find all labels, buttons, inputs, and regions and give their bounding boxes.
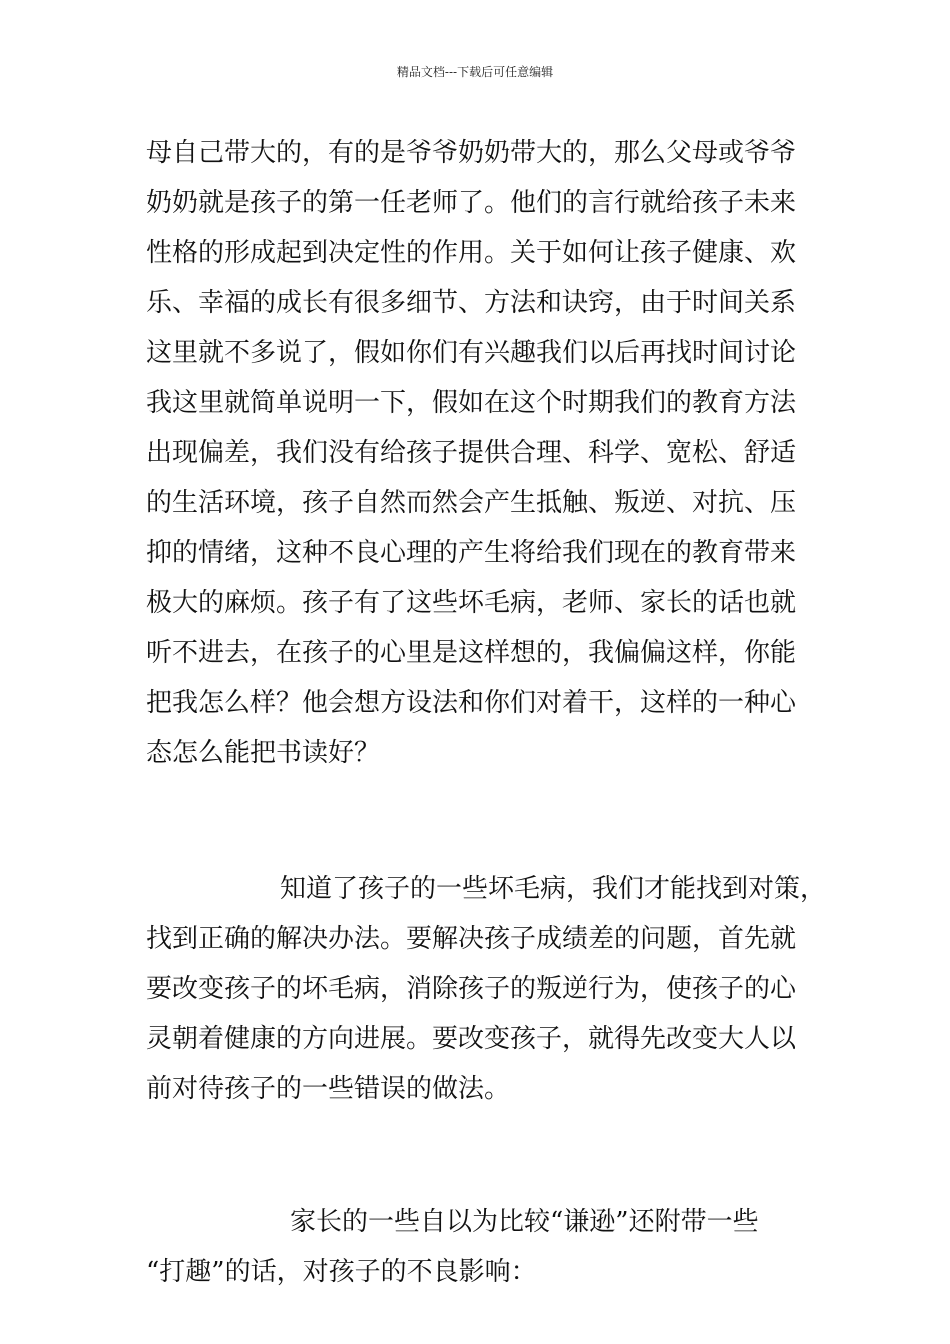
text-line: 我这里就简单说明一下，假如在这个时期我们的教育方法 xyxy=(146,388,797,418)
text-line: 这里就不多说了，假如你们有兴趣我们以后再找时间讨论 xyxy=(146,338,797,368)
text-line: 知道了孩子的一些坏毛病，我们才能找到对策， xyxy=(280,874,827,904)
text-line: 前对待孩子的一些错误的做法。 xyxy=(146,1074,511,1104)
text-line: 家长的一些自以为比较“谦逊”还附带一些 xyxy=(290,1207,759,1237)
text-line: 的生活环境，孩子自然而然会产生抵触、叛逆、对抗、压 xyxy=(146,488,797,518)
text-line: 听不进去，在孩子的心里是这样想的，我偏偏这样，你能 xyxy=(146,638,797,668)
text-line: 出现偏差，我们没有给孩子提供合理、科学、宽松、舒适 xyxy=(146,438,797,468)
text-line: 母自己带大的，有的是爷爷奶奶带大的，那么父母或爷爷 xyxy=(146,138,797,168)
text-line: 性格的形成起到决定性的作用。关于如何让孩子健康、欢 xyxy=(146,238,797,268)
text-line: 抑的情绪，这种不良心理的产生将给我们现在的教育带来 xyxy=(146,538,797,568)
paragraph-spacer xyxy=(146,778,836,864)
paragraph-2 xyxy=(146,864,836,1114)
page-header: 精品文档---下载后可任意编辑 xyxy=(396,65,554,79)
text-line: 奶奶就是孩子的第一任老师了。他们的言行就给孩子未来 xyxy=(146,188,797,218)
text-line: 灵朝着健康的方向进展。要改变孩子，就得先改变大人以 xyxy=(146,1024,797,1054)
text-line: 找到正确的解决办法。要解决孩子成绩差的问题，首先就 xyxy=(146,924,797,954)
paragraph-3 xyxy=(146,1197,836,1297)
text-line: 极大的麻烦。孩子有了这些坏毛病，老师、家长的话也就 xyxy=(146,588,797,618)
text-line: 把我怎么样？他会想方设法和你们对着干，这样的一种心 xyxy=(146,688,797,718)
text-line: 态怎么能把书读好？ xyxy=(146,738,381,768)
paragraph-1 xyxy=(146,128,836,778)
text-line: 乐、幸福的成长有很多细节、方法和诀窍，由于时间关系 xyxy=(146,288,797,318)
document-body xyxy=(146,128,836,1297)
text-line: 要改变孩子的坏毛病，消除孩子的叛逆行为，使孩子的心 xyxy=(146,974,797,1004)
paragraph-spacer xyxy=(146,1114,836,1197)
text-line: “打趣”的话，对孩子的不良影响： xyxy=(146,1257,537,1287)
